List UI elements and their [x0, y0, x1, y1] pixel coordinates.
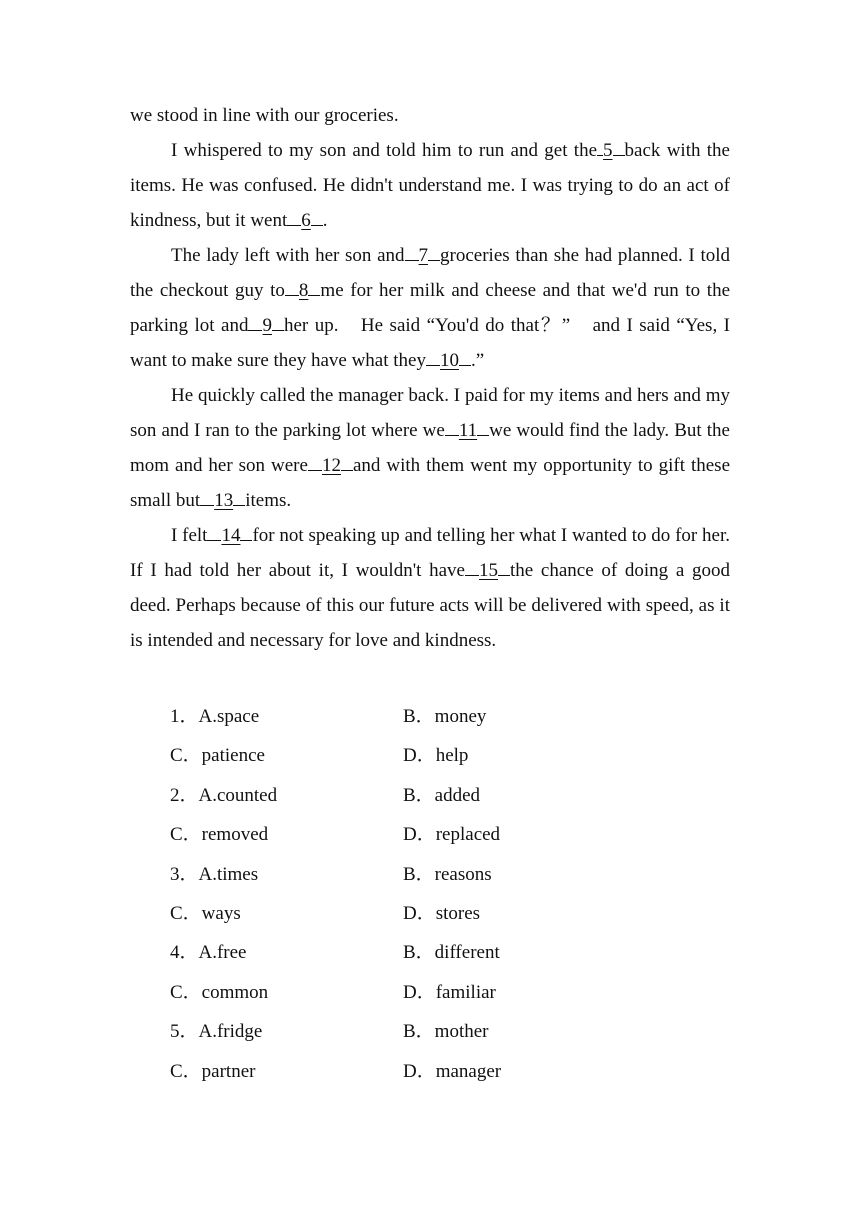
- option-right: D．manager: [403, 1060, 502, 1082]
- option-row: [170, 894, 730, 933]
- option-right: D．replaced: [403, 824, 501, 846]
- blank-6: 6: [287, 210, 323, 231]
- paragraph-lady-left: [130, 238, 730, 378]
- passage-text: I whispered to my son and told him to run and get the: [171, 140, 598, 161]
- blank-10: 10: [426, 350, 471, 371]
- blank-12: 12: [308, 455, 353, 476]
- passage-text: the chance of doing a good deed. Perhaps because of this our future acts will be delivered with speed, as it is intended and necessary for love and kindness.: [130, 560, 731, 651]
- passage-text: and with them went my opportunity to gift these small but: [130, 455, 731, 511]
- option-left: C．patience: [170, 745, 265, 767]
- option-right: D．familiar: [403, 981, 496, 1003]
- option-row: [170, 815, 730, 854]
- passage-text: her up. He said “You'd do that？” and I said “Yes, I want to make sure they have what they: [130, 315, 730, 371]
- passage-text: items.: [245, 490, 292, 511]
- option-row: [170, 697, 730, 736]
- paragraph-manager: [130, 378, 730, 518]
- option-left: 2．A.counted: [170, 784, 278, 806]
- passage-text: .: [322, 210, 328, 231]
- option-right: B．mother: [403, 1021, 489, 1043]
- paragraph-whisper: [130, 133, 730, 238]
- blank-13: 13: [200, 490, 245, 511]
- passage-text: we stood in line with our groceries.: [130, 105, 399, 126]
- passage-text: I felt: [171, 525, 208, 546]
- option-left: 4．A.free: [170, 942, 247, 964]
- option-row: [170, 855, 730, 894]
- blank-5: 5: [597, 140, 625, 161]
- passage-text: for not speaking up and telling her what I wanted to do for her. If I had told her about it, I wouldn't have: [130, 525, 730, 581]
- option-right: D．stores: [403, 902, 481, 924]
- blank-11: 11: [445, 420, 489, 441]
- option-left: C．removed: [170, 824, 269, 846]
- passage-text: we would find the lady. But the mom and her son were: [130, 420, 730, 476]
- passage-text: back with the items. He was confused. He didn't understand me. I was trying to do an act of kindness, but it went: [130, 140, 730, 231]
- option-left: C．partner: [170, 1060, 256, 1082]
- paragraph-felt: [130, 518, 730, 658]
- passage-text: groceries than she had planned. I told the checkout guy to: [130, 245, 730, 301]
- option-row: [170, 933, 730, 972]
- option-row: [170, 973, 730, 1012]
- blank-9: 9: [248, 315, 284, 336]
- option-left: 5．A.fridge: [170, 1021, 263, 1043]
- blank-15: 15: [465, 560, 510, 581]
- option-left: C．common: [170, 981, 269, 1003]
- blank-14: 14: [207, 525, 252, 546]
- answer-options: [170, 697, 730, 1091]
- passage-text: The lady left with her son and: [171, 245, 405, 266]
- passage-text: .”: [470, 350, 485, 371]
- option-left: 1．A.space: [170, 706, 260, 727]
- option-left: C．ways: [170, 902, 241, 924]
- blank-8: 8: [285, 280, 321, 301]
- option-right: B．added: [403, 784, 481, 806]
- option-row: [170, 736, 730, 775]
- option-right: B．different: [403, 942, 500, 964]
- passage: [130, 98, 730, 658]
- option-right: D．help: [403, 745, 469, 767]
- option-row: [170, 1052, 730, 1091]
- option-right: B．reasons: [403, 863, 492, 885]
- passage-text: me for her milk and cheese and that we'd run to the parking lot and: [130, 280, 731, 336]
- paragraph-continuation: [130, 98, 730, 133]
- blank-7: 7: [405, 245, 441, 266]
- option-left: 3．A.times: [170, 863, 259, 885]
- option-row: [170, 776, 730, 815]
- option-right: B．money: [403, 706, 487, 727]
- passage-text: He quickly called the manager back. I paid for my items and hers and my son and I ran to the parking lot where we: [130, 385, 730, 441]
- option-row: [170, 1012, 730, 1051]
